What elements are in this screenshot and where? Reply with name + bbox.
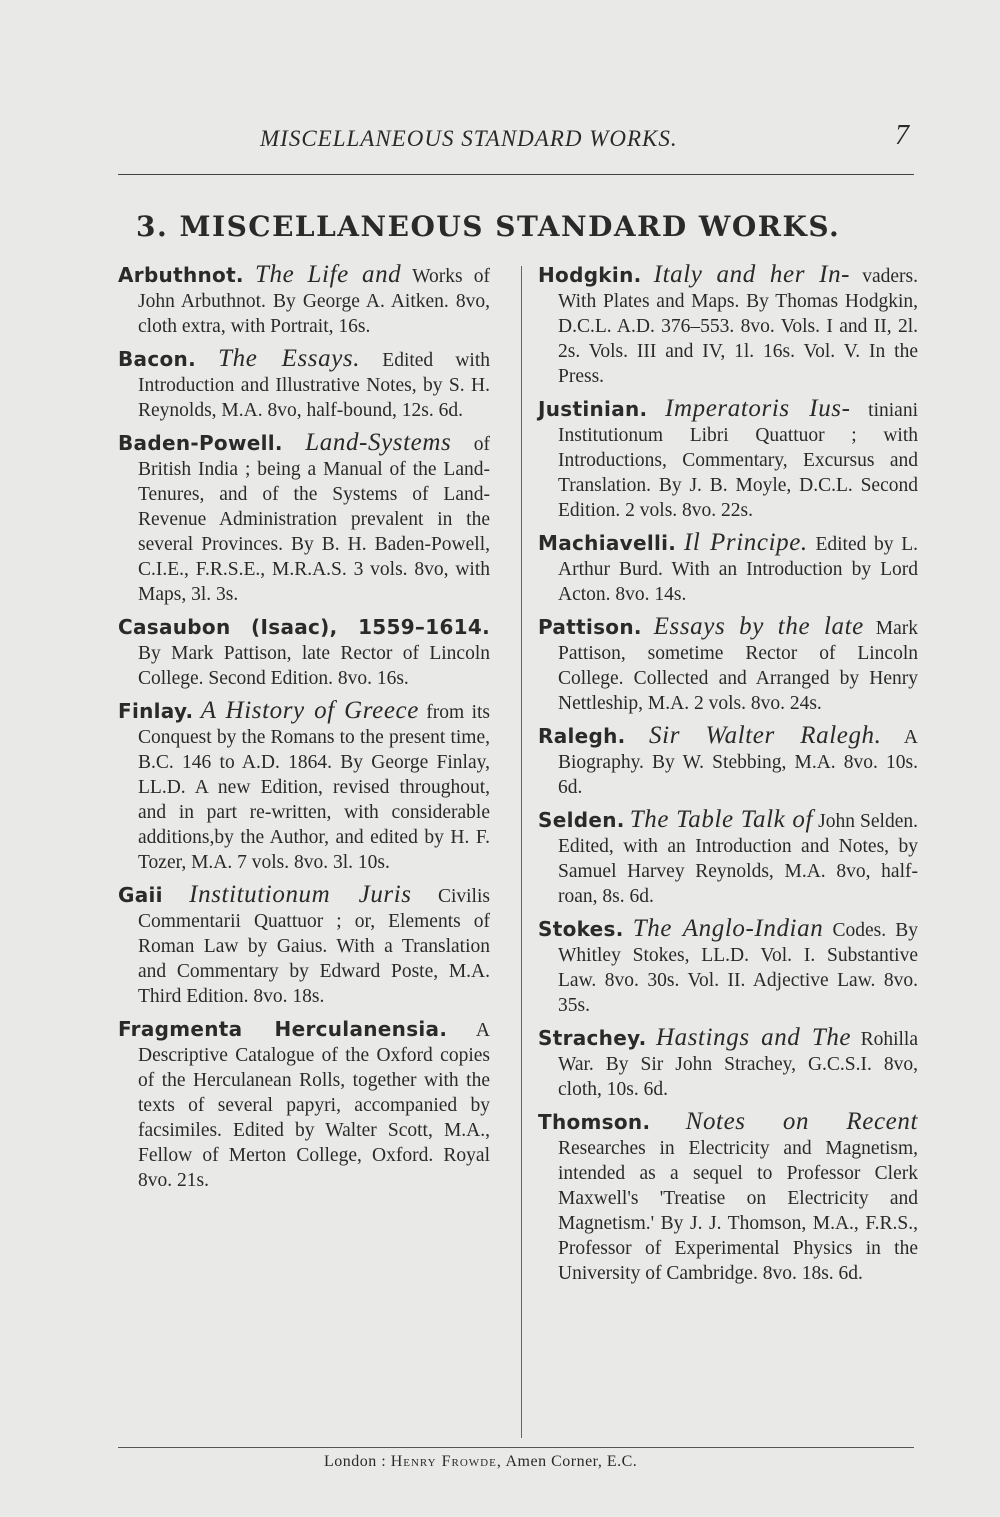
catalogue-entry (538, 262, 918, 389)
catalogue-entry (538, 530, 918, 607)
entry-head: Gaii (118, 883, 163, 907)
catalogue-entry (118, 262, 490, 339)
column-divider (521, 266, 522, 1438)
entry-text: Edited by L. Arthur Burd. With an Introduction by Lord Acton. 8vo. 14s. (558, 534, 918, 605)
entry-head: Bacon. (118, 347, 196, 371)
entry-title: The Table Talk of (629, 806, 814, 833)
entry-text: Mark Pattison, sometime Rector of Lincoln College. Collected and Arranged by Henry Nettleship, M.A. 2 vols. 8vo. 24s. (558, 618, 919, 714)
entry-text: A Biography. By W. Stebbing, M.A. 8vo. 10s. 6d. (558, 727, 918, 798)
catalogue-entry (538, 916, 918, 1018)
entry-title: Il Principe. (683, 529, 808, 556)
entry-head: Strachey. (538, 1026, 647, 1050)
entry-text: John Selden. Edited, with an Introduction and Notes, by Samuel Harvey Reynolds, M.A. 8vo, half-roan, 8s. 6d. (558, 811, 918, 907)
entry-text: tiniani Institutionum Libri Quattuor ; with Introductions, Commentary, Excursus and Translation. By J. B. Moyle, D.C.L. Second Edition. 2 vols. 8vo. 22s. (558, 400, 918, 521)
entry-head: Hodgkin. (538, 263, 642, 287)
left-column (118, 262, 490, 1200)
running-head-title: MISCELLANEOUS STANDARD WORKS. (260, 126, 678, 151)
entry-text: Codes. By Whitley Stokes, LL.D. Vol. I. Substantive Law. 8vo. 30s. Vol. II. Adjective Law. 8vo. 35s. (558, 920, 918, 1016)
header-rule (118, 174, 914, 175)
entry-head: Baden-Powell. (118, 431, 283, 455)
entry-head: Ralegh. (538, 724, 626, 748)
entry-text: Edited with Introduction and Illustrative Notes, by S. H. Reynolds, M.A. 8vo, half-bound, 12s. 6d. (138, 350, 491, 421)
page-number: 7 (895, 120, 910, 151)
catalogue-entry (118, 430, 490, 607)
catalogue-entry (538, 723, 918, 800)
entry-text: Civilis Commentarii Quattuor ; or, Elements of Roman Law by Gaius. With a Translation and Commentary by Edward Poste, M.A. Third Edition. 8vo. 18s. (138, 886, 490, 1007)
section-title: 3. MISCELLANEOUS STANDARD WORKS. (136, 210, 841, 243)
entry-head: Finlay. (118, 699, 194, 723)
entry-text: of British India ; being a Manual of the Land-Tenures, and of the Systems of Land-Revenue Administration prevalent in the several Provinces. By B. H. Baden-Powell, C.I.E., F.R.S.E., M.R.A.S. 3 vols. 8vo, with Maps, 3l. 3s. (138, 434, 490, 605)
entry-head: Machiavelli. (538, 531, 677, 555)
catalogue-entry (118, 1016, 490, 1193)
entry-text: A Descriptive Catalogue of the Oxford copies of the Herculanean Rolls, together with the texts of several papyri, accompanied by facsimiles. Edited by Walter Scott, M.A., Fellow of Merton College, Oxford. Royal 8vo. 21s. (138, 1020, 490, 1191)
entry-head: Pattison. (538, 615, 642, 639)
entry-head: Justinian. (538, 397, 648, 421)
catalogue-entry (538, 1109, 918, 1286)
entry-head: Stokes. (538, 917, 624, 941)
entry-text: By Mark Pattison, late Rector of Lincoln College. Second Edition. 8vo. 16s. (138, 643, 490, 689)
entry-text: Works of John Arbuthnot. By George A. Aitken. 8vo, cloth extra, with Portrait, 16s. (138, 266, 491, 337)
right-column (538, 262, 918, 1293)
entry-head: Arbuthnot. (118, 263, 244, 287)
catalogue-entry (538, 614, 918, 716)
entry-title: The Anglo-Indian (632, 915, 824, 942)
imprint-address: Amen Corner, E.C. (505, 1453, 638, 1470)
entry-title: The Life and (255, 261, 402, 288)
entry-title: Italy and her In- (653, 261, 851, 288)
entry-text: Rohilla War. By Sir John Strachey, G.C.S.I. 8vo, cloth, 10s. 6d. (558, 1029, 919, 1100)
running-head (120, 122, 912, 158)
catalogue-entry (118, 614, 490, 691)
entry-title: The Essays. (218, 345, 361, 372)
entry-title: Essays by the late (653, 613, 864, 640)
catalogue-entry (118, 698, 490, 875)
entry-title: Land-Systems (305, 429, 452, 456)
entry-text: from its Conquest by the Romans to the present time, B.C. 146 to A.D. 1864. By George Finlay, LL.D. A new Edition, revised throughout, and in part re-written, with considerable additions,by the Author, and edited by H. F. Tozer, M.A. 7 vols. 8vo. 3l. 10s. (138, 702, 490, 873)
entry-title: Hastings and The (655, 1024, 852, 1051)
catalogue-entry (118, 882, 490, 1009)
entry-title: A History of Greece (200, 697, 419, 724)
entry-text: vaders. With Plates and Maps. By Thomas Hodgkin, D.C.L. A.D. 376–553. 8vo. Vols. I and II, 2l. 2s. Vols. III and IV, 1l. 16s. Vol. V. In the Press. (558, 266, 919, 387)
imprint-publisher: Henry Frowde, (390, 1453, 502, 1470)
footer-rule (118, 1447, 914, 1448)
entry-head: Thomson. (538, 1110, 651, 1134)
imprint-city: London : (324, 1453, 387, 1470)
entry-head: Fragmenta Herculanensia. (118, 1017, 448, 1041)
catalogue-entry (118, 346, 490, 423)
entry-title: Imperatoris Ius- (665, 395, 851, 422)
publisher-imprint (324, 1453, 637, 1471)
entry-title: Notes on Recent (685, 1108, 919, 1135)
entry-title: Institutionum Juris (189, 881, 412, 908)
entry-head: Selden. (538, 808, 625, 832)
entry-title: Sir Walter Ralegh. (649, 722, 882, 749)
entry-head: Casaubon (Isaac), 1559–1614. (118, 615, 490, 639)
entry-text: Researches in Electricity and Magnetism, intended as a sequel to Professor Clerk Maxwell's 'Treatise on Electricity and Magnetism.' By J. J. Thomson, M.A., F.R.S., Professor of Experimental Physics in the University of Cambridge. 8vo. 18s. 6d. (558, 1138, 918, 1284)
catalogue-entry (538, 396, 918, 523)
catalogue-entry (538, 1025, 918, 1102)
catalogue-entry (538, 807, 918, 909)
